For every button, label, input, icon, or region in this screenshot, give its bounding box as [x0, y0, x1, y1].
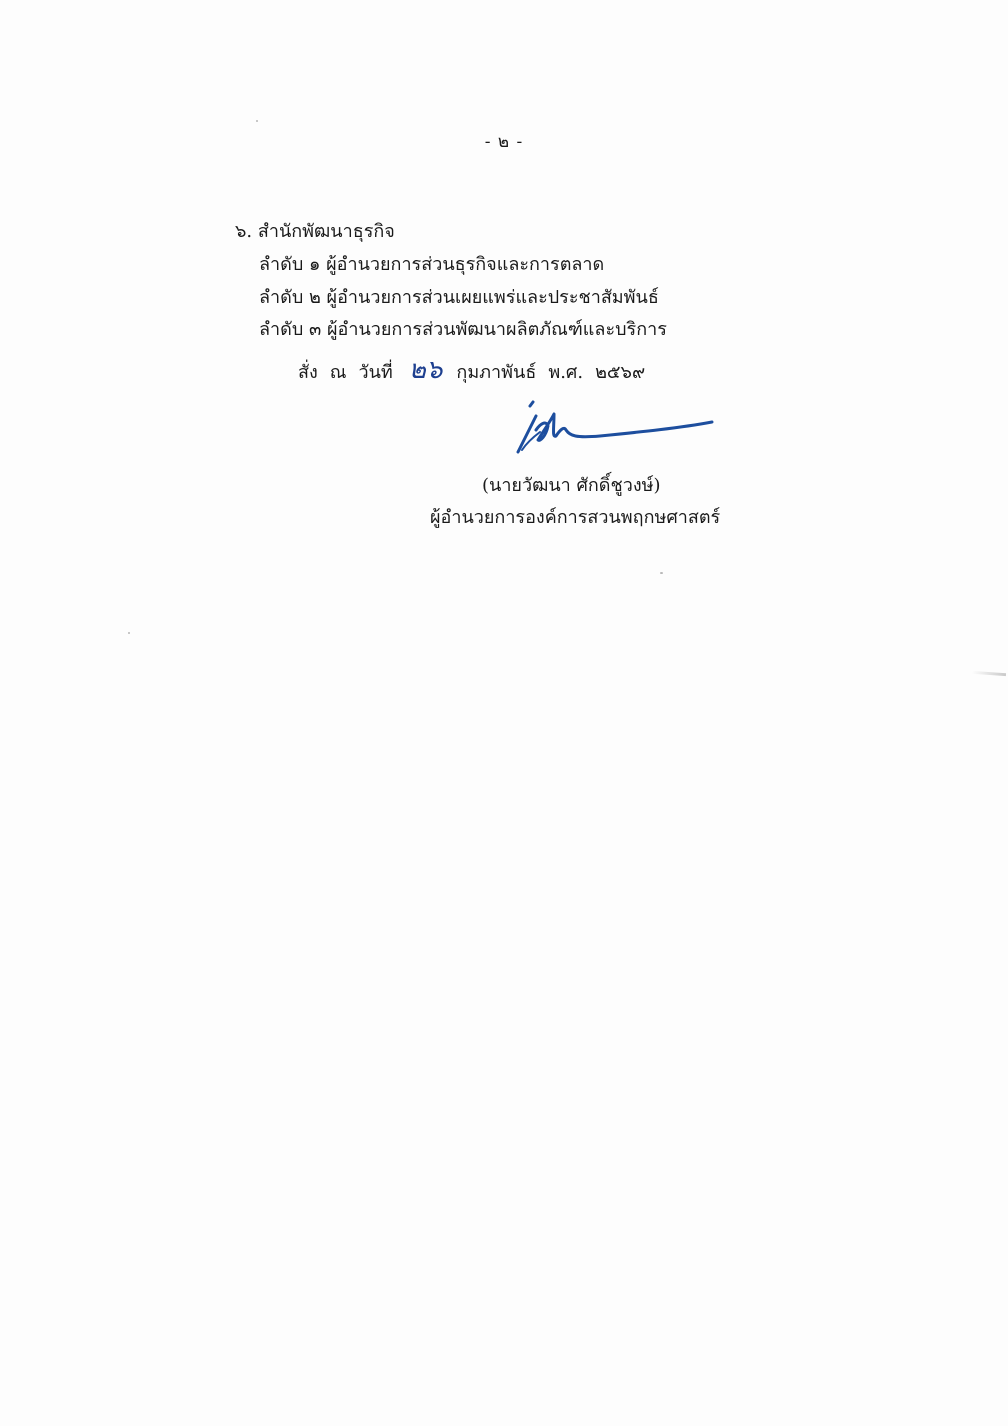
list-item: ลำดับ ๒ ผู้อำนวยการส่วนเผยแพร่และประชาสัมพันธ์ [259, 287, 659, 308]
signer-name: (นายวัฒนา ศักดิ์ชูวงษ์) [482, 475, 661, 496]
scan-speck [660, 572, 663, 574]
section-heading: ๖. สำนักพัฒนาธุรกิจ [235, 221, 395, 242]
signer-position: ผู้อำนวยการองค์การสวนพฤกษศาสตร์ [430, 507, 721, 528]
era-label: พ.ศ. [548, 362, 584, 383]
at-label: ณ [329, 362, 347, 383]
ordered-label: สั่ง [298, 362, 318, 383]
year-label: ๒๕๖๙ [595, 362, 646, 383]
handwritten-day: ๒๖ [408, 355, 443, 385]
list-item: ลำดับ ๓ ผู้อำนวยการส่วนพัฒนาผลิตภัณฑ์และบริการ [259, 319, 667, 340]
day-label: วันที่ [358, 362, 393, 383]
scan-speck [128, 632, 130, 634]
list-item: ลำดับ ๑ ผู้อำนวยการส่วนธุรกิจและการตลาด [259, 254, 605, 275]
month-label: กุมภาพันธ์ [456, 362, 537, 383]
scan-speck [256, 120, 258, 122]
page-number: - ๒ - [484, 132, 524, 152]
order-date-line [298, 355, 657, 385]
scan-edge-mark [972, 671, 1006, 676]
signature-image [500, 400, 720, 470]
